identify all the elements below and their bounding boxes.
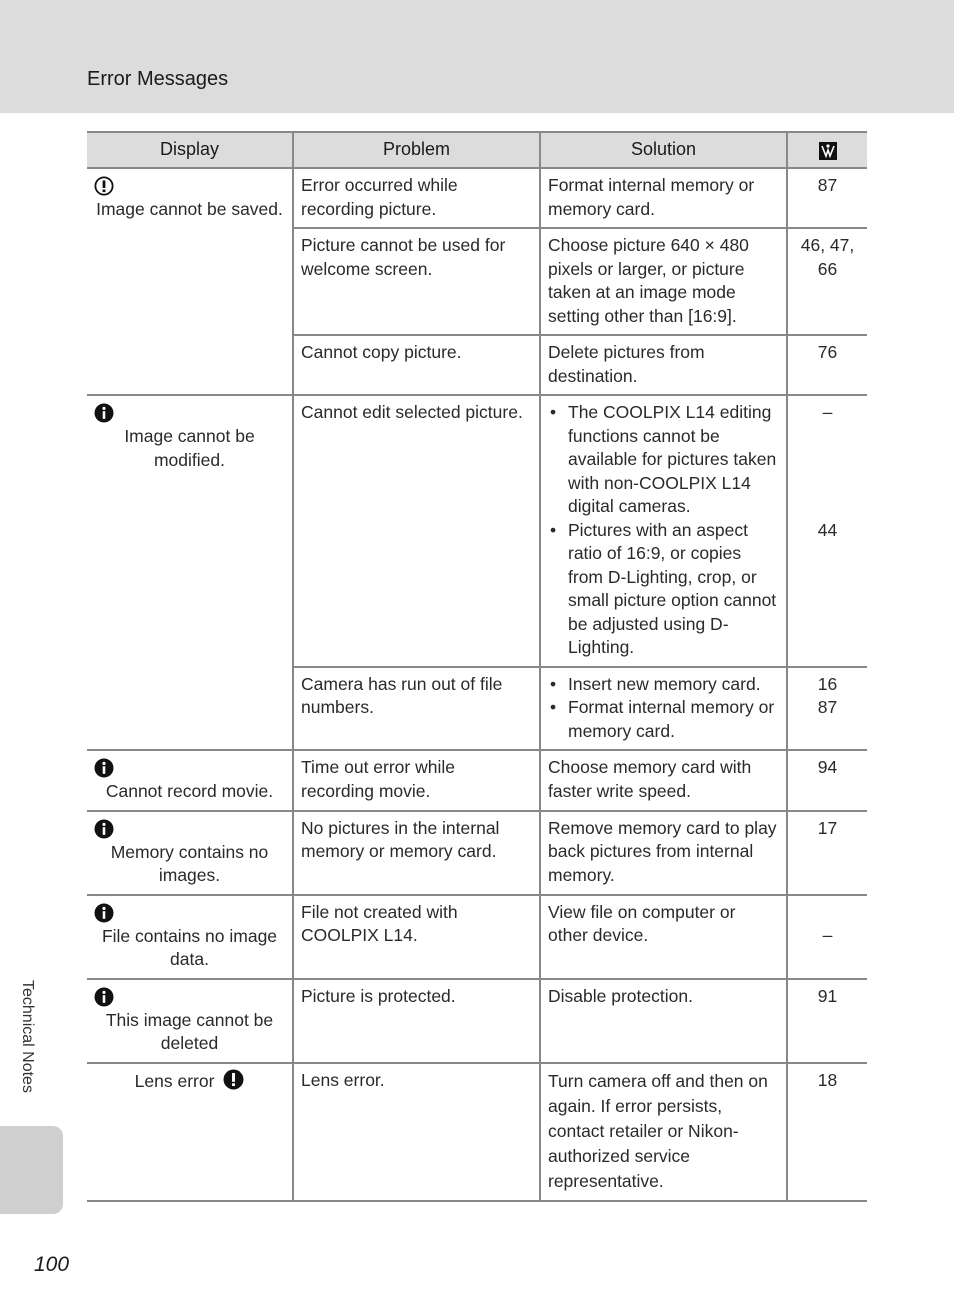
display-cell — [87, 811, 293, 895]
solution-cell: Format internal memory or memory card. — [540, 168, 787, 228]
side-tab — [0, 1126, 63, 1214]
header-band — [0, 0, 954, 113]
problem-cell: Cannot edit selected picture. — [293, 395, 540, 667]
table-header-row — [87, 132, 867, 168]
page-number: 100 — [34, 1253, 70, 1276]
display-cell — [87, 395, 293, 750]
warning-icon — [94, 176, 114, 196]
display-cell — [87, 895, 293, 979]
solution-cell: Disable protection. — [540, 979, 787, 1063]
reference-cell: 87 — [787, 168, 867, 228]
info-icon — [94, 903, 114, 923]
solution-cell: Choose memory card with faster write speed. — [540, 750, 787, 811]
error-messages-table — [87, 131, 867, 1202]
column-header-solution: Solution — [540, 132, 787, 168]
display-message: Image cannot be modified. — [124, 426, 255, 470]
reference-value: 44 — [817, 519, 838, 540]
display-message: File contains no image data. — [101, 925, 278, 969]
solution-bullet: • The COOLPIX L14 editing functions cannot be available for pictures taken with non-COOLPIX L14 digital cameras. — [548, 401, 779, 519]
reference-cell: 94 — [787, 750, 867, 811]
column-header-problem: Problem — [293, 132, 540, 168]
reference-cell: – — [787, 895, 867, 979]
solution-cell: Choose picture 640 × 480 pixels or larger, or picture taken at an image mode setting other than [16:9]. — [540, 228, 787, 335]
solution-cell: Turn camera off and then on again. If error persists, contact retailer or Nikon-authorized service representative. — [540, 1063, 787, 1201]
table-row — [87, 811, 867, 895]
solution-bullet: • Pictures with an aspect ratio of 16:9, or copies from D-Lighting, crop, or small picture option cannot be adjusted using D-Lighting. — [548, 519, 779, 660]
table-row — [87, 395, 867, 667]
table-row — [87, 1063, 867, 1201]
info-icon — [94, 403, 114, 423]
solution-cell: Remove memory card to play back pictures from internal memory. — [540, 811, 787, 895]
solution-cell — [540, 395, 787, 667]
problem-cell: Camera has run out of file numbers. — [293, 667, 540, 751]
display-message: Image cannot be saved. — [96, 199, 283, 219]
reference-cell: 76 — [787, 335, 867, 395]
problem-cell: No pictures in the internal memory or memory card. — [293, 811, 540, 895]
reference-cell: 91 — [787, 979, 867, 1063]
display-message: Memory contains no images. — [110, 841, 269, 885]
column-header-reference — [787, 132, 867, 168]
problem-cell: Time out error while recording movie. — [293, 750, 540, 811]
column-header-display: Display — [87, 132, 293, 168]
table-row — [87, 979, 867, 1063]
table-row — [87, 750, 867, 811]
display-message: Cannot record movie. — [105, 781, 274, 801]
problem-cell: Picture is protected. — [293, 979, 540, 1063]
reference-value: – — [822, 402, 833, 422]
reference-cell: 18 — [787, 1063, 867, 1201]
solution-cell: Delete pictures from destination. — [540, 335, 787, 395]
info-icon — [94, 987, 114, 1007]
display-cell — [87, 750, 293, 811]
table-row — [87, 895, 867, 979]
reference-value: 87 — [817, 697, 838, 717]
problem-cell: Cannot copy picture. — [293, 335, 540, 395]
info-icon — [94, 758, 114, 778]
solution-bullet: • Insert new memory card. — [548, 673, 779, 697]
problem-cell: Picture cannot be used for welcome screen. — [293, 228, 540, 335]
solution-cell — [540, 667, 787, 751]
display-message: This image cannot be deleted — [105, 1009, 274, 1053]
exclamation-circle-icon — [223, 1069, 244, 1090]
reference-cell: 46, 47, 66 — [787, 228, 867, 335]
display-cell — [87, 1063, 293, 1201]
problem-cell: Error occurred while recording picture. — [293, 168, 540, 228]
page-section-title: Error Messages — [87, 68, 229, 90]
table-row — [87, 168, 867, 228]
display-message: Lens error — [134, 1070, 215, 1091]
display-cell — [87, 168, 293, 395]
reference-cell — [787, 667, 867, 751]
reference-cell: 17 — [787, 811, 867, 895]
problem-cell: File not created with COOLPIX L14. — [293, 895, 540, 979]
problem-cell: Lens error. — [293, 1063, 540, 1201]
side-tab-label: Technical Notes — [19, 980, 36, 1093]
reference-value: 16 — [817, 673, 838, 694]
reference-page-icon — [818, 141, 838, 161]
solution-cell: View file on computer or other device. — [540, 895, 787, 979]
display-cell — [87, 979, 293, 1063]
solution-bullet: • Format internal memory or memory card. — [548, 696, 779, 743]
info-icon — [94, 819, 114, 839]
reference-cell — [787, 395, 867, 667]
